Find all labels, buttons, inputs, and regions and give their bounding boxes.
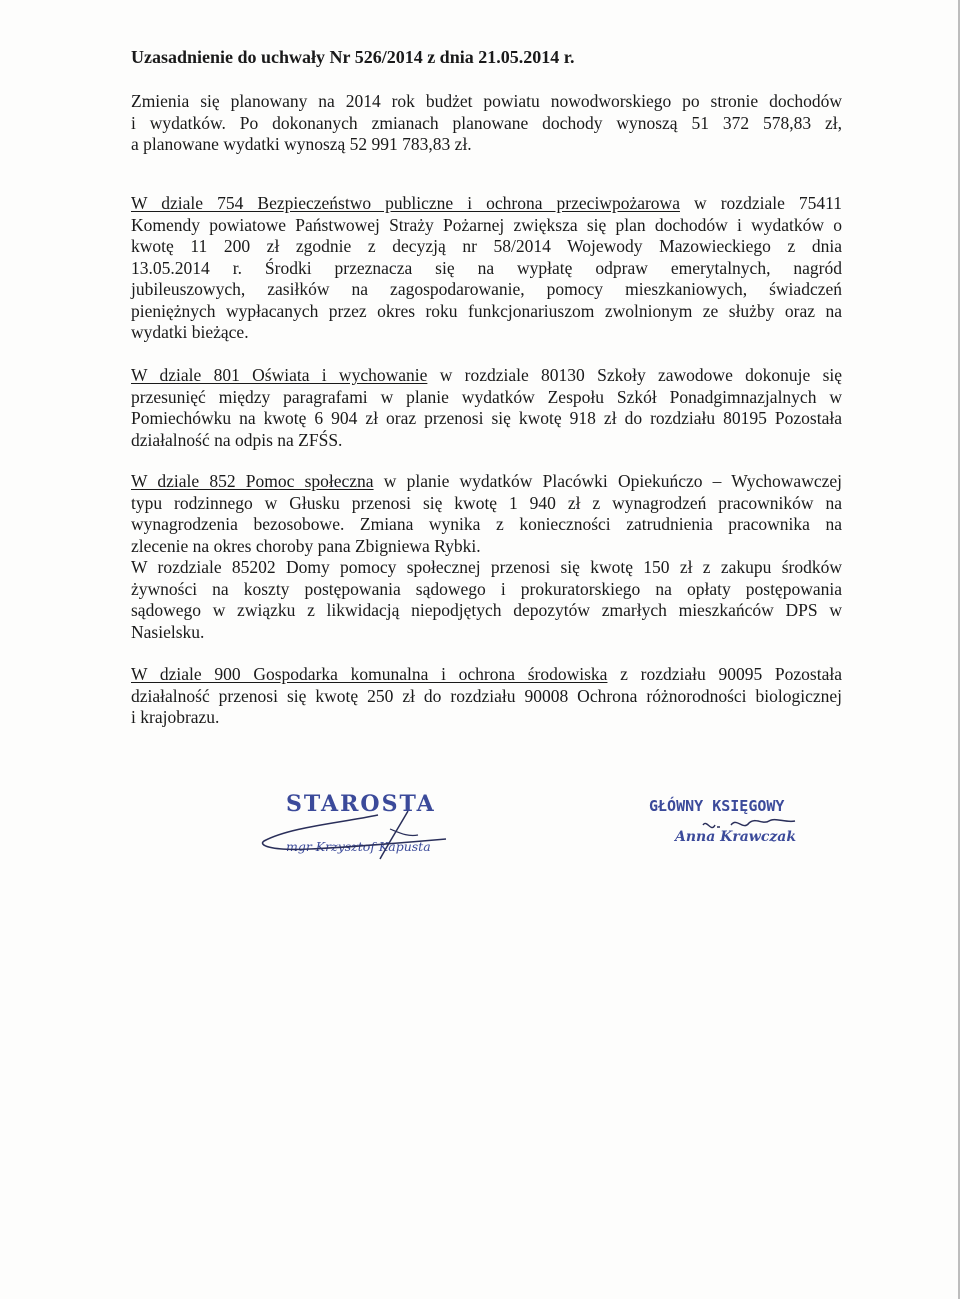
glowny-ksiegowy-stamp [645,795,835,865]
section-900-heading: W dziale 900 Gospodarka komunalna i ochrona środowiska [131,664,608,684]
section-852-line: zlecenie na okres choroby pana Zbigniewa Rybki. [131,535,481,556]
section-852-first-line [131,471,842,493]
glowny-ksiegowy-stamp-title: GŁÓWNY KSIĘGOWY [649,797,785,815]
starosta-signature-icon [250,785,480,875]
section-852-line: Nasielsku. [131,621,205,642]
section-900-line: i krajobrazu. [131,707,220,727]
section-801-line: Pomiechówku na kwotę 6 904 zł oraz przenosi się kwotę 918 zł do rozdziału 80195 Pozostała [131,408,842,428]
section-852-line: żywności na koszty postępowania sądowego i prokuratorskiego na opłaty postępowania [131,578,842,599]
section-754-line: wydatki bieżące. [131,322,249,342]
starosta-stamp [250,785,480,875]
section-754-heading: W dziale 754 Bezpieczeństwo publiczne i ochrona przeciwpożarowa [131,193,680,213]
starosta-stamp-title: STAROSTA [286,791,436,817]
section-801-heading: W dziale 801 Oświata i wychowanie [131,365,428,385]
section-754-line: pieniężnych wypłacanych przez okres roku funkcjonariuszom zwolnionym ze służby oraz na [131,300,842,321]
glowny-ksiegowy-stamp-name: Anna Krawczak [675,829,797,845]
section-754-line: jubileuszowych, zasiłków na zagospodarowanie, pomocy mieszkaniowych, świadczeń [131,279,842,299]
section-754-paragraph [131,193,842,344]
section-852-line: sądowego w związku z likwidacją niepodjętych depozytów zmarłych mieszkańców DPS w [131,600,842,620]
section-900-first-line [131,664,842,686]
section-754-first-line [131,193,842,215]
section-801-paragraph [131,365,842,451]
section-754-line: 13.05.2014 r. Środki przeznacza się na wypłatę odpraw emerytalnych, nagród [131,257,842,278]
section-852-paragraph [131,471,842,643]
section-801-line: działalność na odpis na ZFŚS. [131,429,343,450]
section-801-first-line [131,365,842,387]
section-852-line: typu rodzinnego w Głusku przenosi się kwotę 1 940 zł z wynagrodzeń pracowników na [131,492,842,513]
section-900-first-line-text: z rozdziału 90095 Pozostała [620,664,842,684]
section-754-first-line-text: w rozdziale 75411 [694,193,843,213]
document-title: Uzasadnienie do uchwały Nr 526/2014 z dnia 21.05.2014 r. [131,47,575,67]
section-852-heading: W dziale 852 Pomoc społeczna [131,471,374,491]
section-852-line: W rozdziale 85202 Domy pomocy społecznej przenosi się kwotę 150 zł z zakupu środków [131,557,842,577]
section-852-line: wynagrodzenia bezosobowe. Zmiana wynika z konieczności zatrudnienia pracownika na [131,514,842,534]
section-754-line: kwotę 11 200 zł zgodnie z decyzją nr 58/2014 Wojewody Mazowieckiego z dnia [131,236,842,256]
section-900-paragraph [131,664,842,729]
section-801-line: przesunięć między paragrafami w planie wydatków Zespołu Szkół Ponadgimnazjalnych w [131,386,842,407]
intro-line: a planowane wydatki wynoszą 52 991 783,83 zł. [131,134,472,154]
intro-line: i wydatków. Po dokonanych zmianach planowane dochody wynoszą 51 372 578,83 zł, [131,112,842,133]
section-852-first-line-text: w planie wydatków Placówki Opiekuńczo – Wychowawczej [383,471,842,491]
section-900-line: działalność przenosi się kwotę 250 zł do rozdziału 90008 Ochrona różnorodności biologicznej [131,685,842,706]
section-801-first-line-text: w rozdziale 80130 Szkoły zawodowe dokonuje się [439,365,843,385]
intro-paragraph [131,91,842,156]
intro-line: Zmienia się planowany na 2014 rok budżet powiatu nowodworskiego po stronie dochodów [131,91,842,111]
starosta-stamp-name: mgr Krzysztof Kapusta [286,839,431,854]
section-754-line: Komendy powiatowe Państwowej Straży Pożarnej zwiększa się plan dochodów i wydatków o [131,214,842,235]
glowny-ksiegowy-signature-icon [645,795,835,865]
